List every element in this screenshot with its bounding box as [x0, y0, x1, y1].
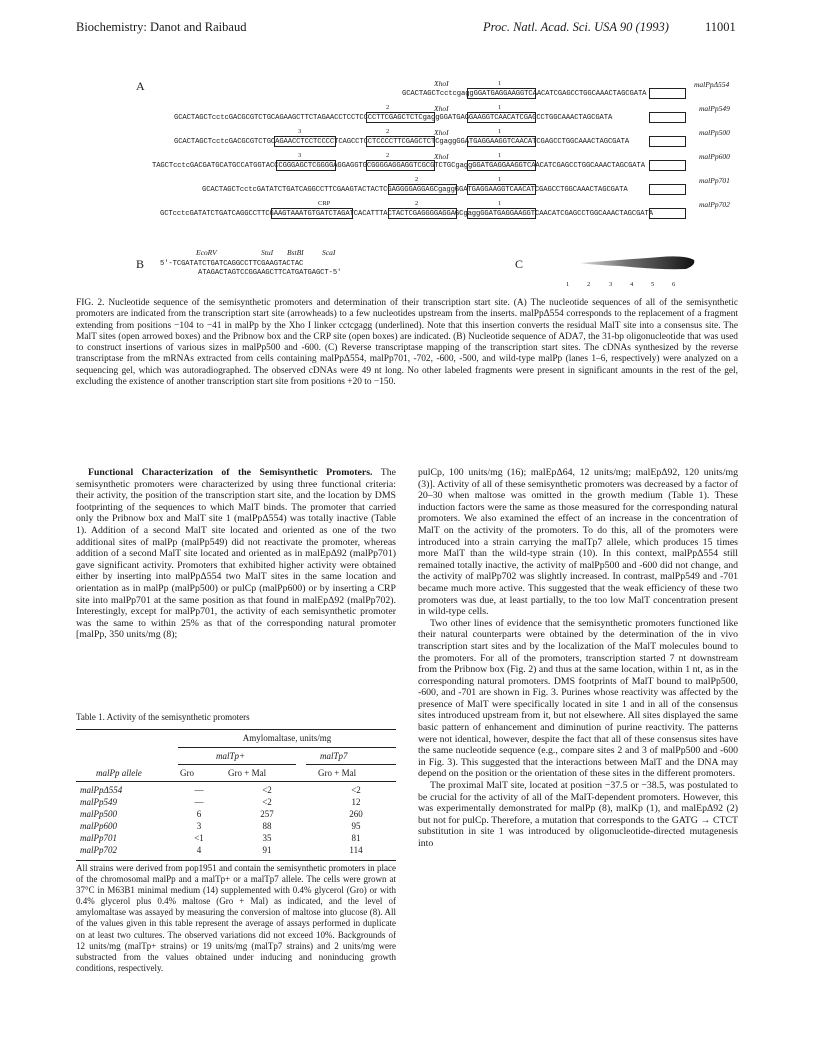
page-number: 11001: [705, 20, 736, 34]
xhol-label: XhoI: [434, 128, 449, 137]
bstbi-label: BstBI: [287, 248, 304, 257]
table-cell: 35: [262, 833, 272, 843]
site-label: 2: [386, 152, 390, 159]
site-label: 3: [298, 128, 302, 135]
lane-label: 6: [672, 281, 676, 288]
crp-site-box: [271, 208, 353, 219]
malt-site-box: [467, 184, 536, 195]
site-label: 1: [498, 104, 502, 111]
table-cell: 95: [351, 821, 361, 831]
lane-label: 5: [651, 281, 655, 288]
site-label: 1: [498, 80, 502, 87]
malt-site-box: [366, 136, 435, 147]
table-cell: 3: [196, 821, 202, 831]
table-cell: <1: [194, 833, 204, 843]
table-strain-header: malTp7: [320, 751, 348, 761]
table-row: [76, 832, 396, 844]
right-column: [418, 467, 738, 850]
sequence-row: GCACTAGCTcctcGACGCGTCTGCAGAACCTCCTCCCCTCAGCCTCCTCCCCTTCGAGCTCTCgaggGGATGAGGAAGGTCAACATCGAGCCTGGCAAACTAGCGATA: [174, 138, 630, 146]
table-cell: <2: [351, 785, 361, 795]
site-label: 2: [386, 104, 390, 111]
site-label: 1: [498, 128, 502, 135]
panel-c-label: C: [515, 257, 524, 271]
table-row: [76, 808, 396, 820]
site-label: 2: [415, 200, 419, 207]
stul-label: StuI: [261, 248, 274, 257]
table-rule: [178, 747, 396, 748]
xhol-label: XhoI: [434, 79, 449, 88]
site-label: 1: [498, 176, 502, 183]
table-subheader: Gro + Mal: [318, 768, 357, 778]
pribnow-box: [649, 112, 686, 123]
table-row: [76, 844, 396, 856]
sequence-row: GCTcctcGATATCTGATCAGGCCTTCGAAGTAAATGTGATCTAGATCACATTTACTACTCGAGGGGAGGAGCgaggGGATGAGGAAGGTCAACATCGAGCCTGGCAAACTAGCGATA: [160, 210, 653, 218]
table-rule: [76, 781, 396, 782]
table-cell: malPp701: [80, 833, 117, 843]
malt-site-box: [366, 160, 435, 171]
malt-site-box: [467, 160, 536, 171]
sequence-row: GCACTAGCTcctcGATATCTGATCAGGCCTTCGAAGTACTACTCGAGGGGAGGAGCgaggGGATGAGGAAGGTCAACATCGAGCCTGGCAAACTAGCGATA: [202, 186, 628, 194]
site-label: 1: [498, 200, 502, 207]
site-label: 3: [298, 152, 302, 159]
malt-site-box: [366, 112, 435, 123]
site-label: 2: [415, 176, 419, 183]
pribnow-box: [649, 208, 686, 219]
sequence-row: TAGCTcctcGACGATGCATGCCATGGTACCCGGGAGCTCGGGGAGGAGGTGCGGGGAGGAGGTCGCGTCTGCgaggGGATGAGGAAGGTCAACATCGAGCCTGGCAAACTAGCGATA: [152, 162, 645, 170]
table-rule: [178, 764, 296, 765]
panel-b-label: B: [136, 257, 145, 271]
table-row: [76, 796, 396, 808]
running-head-right: Proc. Natl. Acad. Sci. USA 90 (1993): [483, 20, 669, 34]
row-name: malPp701: [699, 176, 730, 185]
oligo-bottom-strand: ATAGACTAGTCCGGAAGCTTCATGATGAGCT-5': [198, 269, 342, 277]
table-cell: 6: [196, 809, 202, 819]
table-cell: 12: [351, 797, 361, 807]
table-cell: —: [194, 797, 204, 807]
malt-site-box: [467, 112, 536, 123]
table-cell: 260: [349, 809, 363, 819]
table-cell: 88: [262, 821, 272, 831]
table-cell: 91: [262, 845, 272, 855]
table-rule: [76, 860, 396, 861]
panel-a-label: A: [136, 79, 145, 93]
table-strain-header: malTp+: [216, 751, 246, 761]
table-cell: 81: [351, 833, 361, 843]
site-label: 2: [386, 128, 390, 135]
lane-label: 3: [609, 281, 613, 288]
malt-site-box: [276, 160, 336, 171]
table-rule: [76, 729, 396, 730]
table-cell: 4: [196, 845, 202, 855]
malt-site-box: [274, 136, 336, 147]
table-cell: malPp702: [80, 845, 117, 855]
malt-site-box: [467, 88, 536, 99]
running-head-left: Biochemistry: Danot and Raibaud: [76, 20, 247, 34]
figure-caption: FIG. 2. Nucleotide sequence of the semisynthetic promoters and determination of their transcription start site. (A) The nucleotide sequences of all of the semisynthetic promoters are indicated from the transcription start site (arrowheads) to a few nucleotides upstream from the inserts. malPpΔ554 corresponds to the replacement of a fragment extending from positions −104 to −41 in malPp by the Xho I linker cctcgagg (underlined). Note that this insertion converts the residual MalT site into a consensus site. The MalT sites (open arrowed boxes) and the Pribnow box and the CRP site (open boxes) are indicated. (B) Nucleotide sequence of ADA7, the 31-bp oligonucleotide that was used to construct insertions of various sizes in malPp500 and -600. (C) Reverse transcriptase mapping of the transcription start sites. The cDNAs synthesized by the reverse transcriptase from the mRNAs extracted from cells containing malPpΔ554, malPp701, -702, -600, -500, and wild-type malPp (lanes 1–6, respectively) were analyzed on a sequencing gel, which was autoradiographed. The observed cDNAs were 49 nt long. No other labeled fragments were present in significant amounts in the rest of the gel, excluding the existence of another transcription start site from positions +20 to −150.: [76, 298, 738, 388]
paragraph: The semisynthetic promoters were characterized by using three functional criteria: their activity, the position of the transcription start site, and the location by DMS footprinting of the sequences to which MalT binds. The promoter that carried only the Pribnow box and MalT site 1 (malPpΔ554) was totally inactive (Table 1). Addition of a second MalT site located and oriented as one of the two additional sites of malPp (malPp549) did not reactivate the promoter, whereas addition of a second MalT site located and oriented as in malEpΔ92 (malPp701) gave significant activity. Promoters that exhibited higher activity were obtained either by inserting into malPpΔ554 two MalT sites in the same location and orientation as in malPp (malPp500) or pulCp (malPp600) or by inserting a CRP site into malPp701 at the same position as that found in malEpΔ92 (malPp702). Interestingly, except for malPp701, the activity of each semisynthetic promoter was the same to within 25% as that of the corresponding natural promoter [malPp, 350 units/mg (8);: [76, 467, 396, 641]
site-label: 1: [498, 152, 502, 159]
table-cell: malPp600: [80, 821, 117, 831]
table-cell: malPp549: [80, 797, 117, 807]
table-cell: malPpΔ554: [80, 785, 123, 795]
paragraph: The proximal MalT site, located at position −37.5 or −38.5, was postulated to be crucial for the activity of all of the MalT-dependent promoters. However, this was experimentally demonstrated for malPp (8), malKp (1), and malEpΔ92 (2) but not for pulCp. Therefore, a mutation that corresponds to the GATG → CTCT substitution in site 1 was introduced by oligonucleotide-directed mutagenesis into: [418, 780, 738, 849]
malt-site-box: [467, 136, 536, 147]
table-subheader: Gro + Mal: [228, 768, 267, 778]
sequence-row: GCACTAGCTcctcGACGCGTCTGCAGAAGCTTCTAGAACCTCCTCCCCTTCGAGCTCTCgaggGGATGAGGAAGGTCAACATCGAGCCTGGCAAACTAGCGATA: [174, 114, 613, 122]
pribnow-box: [649, 160, 686, 171]
table-group-header: Amylomaltase, units/mg: [242, 733, 332, 743]
table-footnote: All strains were derived from pop1951 and contain the semisynthetic promoters in place of the chromosomal malPp and a malTp+ or a malTp7 allele. The cells were grown at 37°C in M63B1 minimal medium (14) supplemented with 0.4% glycerol (Gro) or with 0.4% glycerol plus 0.4% maltose (Gro + Mal) as indicated, and the level of amylomaltase was assayed by measuring the conversion of maltose into glucose (8). All of the values given in this table represent the average of assays performed in duplicate on at least two cultures. The observed variations did not exceed 10%. Backgrounds of 12 units/mg (malTp+ strains) or 19 units/mg (malTp7 strains) and 2 units/mg were substracted from the values obtained under inducing and noninducing growth conditions, respectively.: [76, 863, 396, 973]
left-column: [76, 467, 396, 641]
table-cell: <2: [262, 785, 272, 795]
table-title: Table 1. Activity of the semisynthetic promoters: [76, 712, 250, 722]
table-allele-header: malPp allele: [96, 768, 142, 778]
table-rule: [306, 764, 396, 765]
pribnow-box: [649, 136, 686, 147]
lane-label: 4: [630, 281, 634, 288]
table-cell: 257: [260, 809, 274, 819]
malt-site-box: [388, 184, 457, 195]
table-subheader: Gro: [180, 768, 194, 778]
pribnow-box: [649, 88, 686, 99]
table-cell: 114: [349, 845, 363, 855]
table-cell: —: [194, 785, 204, 795]
table-row: [76, 820, 396, 832]
oligo-top-strand: 5'-TCGATATCTGATCAGGCCTTCGAAGTACTAC: [160, 260, 304, 268]
paragraph: Two other lines of evidence that the semisynthetic promoters functioned like their natural counterparts were obtained by the determination of the in vivo transcription start sites and by the localization of the MalT molecules bound to the promoters. For all of the promoters, transcription started 7 nt downstream from the Pribnow box (Fig. 2) and thus at the same location, within 1 nt, as in the corresponding natural promoters. DMS footprints of MalT bound to malPp500, -600, and -701 are shown in Fig. 3. Purines whose reactivity was affected by the presence of MalT were specifically located in site 1 and in all of the consensus sites introduced upstream from it, but not elsewhere. All sites displayed the same basic pattern of enhancement and diminution of purine reactivity. The patterns were not identical, however, despite the fact that all of these consensus sites have the same nucleotide sequence (e.g., compare sites 2 and 3 of malPp500 and -600 in Fig. 3). This suggested that the interactions between MalT and the DNA may depend on the position or the orientation of these sites in the different promoters.: [418, 617, 738, 780]
section-heading: Functional Characterization of the Semisynthetic Promoters.: [88, 467, 373, 478]
table-cell: malPp500: [80, 809, 117, 819]
lane-label: 1: [566, 281, 570, 288]
gel-autoradiograph: [560, 252, 700, 274]
row-name: malPpΔ554: [694, 80, 730, 89]
row-name: malPp702: [699, 200, 730, 209]
table-row: [76, 784, 396, 796]
xhol-label: XhoI: [434, 104, 449, 113]
scal-label: ScaI: [322, 248, 336, 257]
table-cell: <2: [262, 797, 272, 807]
crp-label: CRP: [318, 200, 331, 207]
row-name: malPp500: [699, 128, 730, 137]
row-name: malPp549: [699, 104, 730, 113]
row-name: malPp600: [699, 152, 730, 161]
ecorv-label: EcoRV: [196, 248, 217, 257]
pribnow-box: [649, 184, 686, 195]
activity-table: [76, 784, 396, 856]
lane-label: 2: [587, 281, 591, 288]
malt-site-box: [467, 208, 536, 219]
paragraph: pulCp, 100 units/mg (16); malEpΔ64, 12 units/mg; malEpΔ92, 120 units/mg (3)]. Activity of all of these semisynthetic promoters was decreased by a factor of 20–30 when maltose was omitted in the growth medium (Table 1). These induction factors were the same as those measured for the corresponding natural promoters. We also examined the effect of an increase in the concentration of MalT on the activity of the promoters. To do this, all of the promoters were introduced into a strain carrying the malTp7 allele, which produces 15 times more MalT than the wild-type strain (10). In this context, malPpΔ554 still remained totally inactive, the activity of malPp500 and -600 did not change, and the activity of malPp702 was slightly increased. In contrast, malPp549 and -701 became much more active. This suggested that the weak efficiency of these two promoters was due, at least partially, to the too low MalT concentration present in wild-type cells.: [418, 467, 738, 618]
malt-site-box: [388, 208, 457, 219]
sequence-row: GCACTAGCTcctcgaggGGATGAGGAAGGTCAACATCGAGCCTGGCAAACTAGCGATA: [402, 90, 647, 98]
xhol-label: XhoI: [434, 152, 449, 161]
